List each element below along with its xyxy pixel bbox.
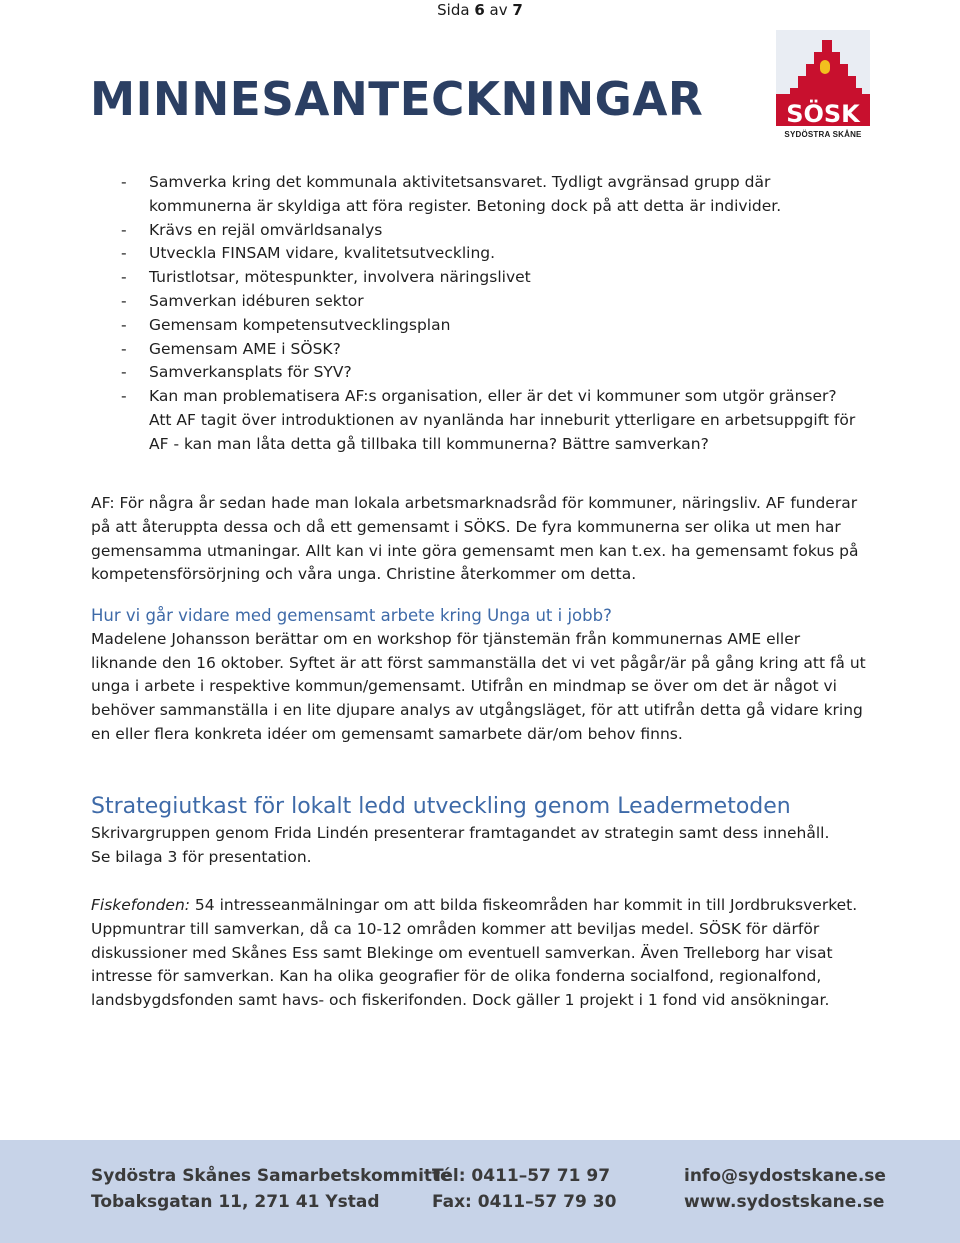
logo-subtitle: SYDÖSTRA SKÅNE [784,130,862,139]
bullet-item: - Gemensam AME i SÖSK? [121,339,341,358]
bullet-item: - Turistlotsar, mötespunkter, involvera näringslivet [121,268,531,287]
page-number [0,0,960,20]
document-title: MINNESANTECKNINGAR [90,72,704,126]
bullet-item: - Samverkansplats för SYV? [121,363,352,382]
footer-address: Tobaksgatan 11, 271 41 Ystad [91,1192,380,1212]
section-leader: Strategiutkast för lokalt ledd utveckling genom Leadermetoden Skrivargruppen genom Frida Lindén presenterar framtagandet av strategin samt dess innehåll. Se bilaga 3 för presentation. [91,792,881,870]
footer-org: Sydöstra Skånes Samarbetskommitté [91,1166,452,1186]
af-paragraph: AF: För några år sedan hade man lokala arbetsmarknadsråd för kommuner, näringsliv. AF funderar på att återuppta dessa och då ett gemensamt i SÖKS. De fyra kommunerna ser olika ut men har gemensamma utmaningar. Allt kan vi inte göra gemensamt men kan t.ex. ha gemensamt fokus på kompetensförsörjning och våra unga. Christine återkommer om detta. [91,494,859,584]
logo-text: SÖSK [786,100,860,128]
bullet-item: - Krävs en rejäl omvärldsanalys [121,220,383,239]
bullet-item: - Gemensam kompetensutvecklingsplan [121,315,451,334]
fiskefonden-paragraph: Fiskefonden: 54 intresseanmälningar om att bilda fiskeområden har kommit in till Jordbruksverket. Uppmuntrar till samverkan, då ca 10-12 områden kommer att beviljas medel. SÖSK för därför diskussioner med Skånes Ess samt Blekinge om eventuell samverkan. Även Trelleborg har visat intresse för samverkan. Kan ha olika geografier för de olika fonderna socialfond, regionalfond, landsbygdsfonden samt havs- och fiskerifonden. Dock gäller 1 projekt i 1 fond vid ansökningar. [91,896,858,1010]
bullet-item: - Utveckla FINSAM vidare, kvalitetsutveckling. [121,244,496,263]
footer-web[interactable]: www.sydostskane.se [684,1192,885,1212]
page-total: 7 [512,1,523,19]
fiskefonden-label: Fiskefonden: [91,896,190,914]
page-prefix: Sida [437,1,470,19]
footer [0,1140,960,1243]
bullet-list [91,171,881,457]
footer-email[interactable]: info@sydostskane.se [684,1166,886,1186]
footer-tel: Tel: 0411–57 71 97 [432,1166,611,1186]
page-middle: av [489,1,508,19]
footer-fax: Fax: 0411–57 79 30 [432,1192,617,1212]
bullet-item: - Samverka kring det kommunala aktivitetsansvaret. Tydligt avgränsad grupp där kommunerna är skyldiga att föra register. Betoning dock på att detta är individer. [121,173,782,215]
window-icon [820,60,830,74]
page-current: 6 [474,1,485,19]
section-heading: Strategiutkast för lokalt ledd utveckling genom Leadermetoden [91,794,791,819]
sosk-logo [776,30,870,142]
bullet-item: - Samverkan idéburen sektor [121,291,364,310]
section-unga: Hur vi går vidare med gemensamt arbete kring Unga ut i jobb? Madelene Johansson berättar om en workshop för tjänstemän från kommunernas AME eller liknande den 16 oktober. Syftet är att först sammanställa det vi vet pågår/är på gång kring att få ut unga i arbete i respektive kommun/gemensamt. Utifrån en mindmap se över om det är något vi behöver sammanställa i en lite djupare analys av utgångsläget, för att utifrån detta gå vidare kring en eller flera konkreta idéer om gemensamt samarbete där/om behov finns. [91,604,881,747]
section-heading: Hur vi går vidare med gemensamt arbete kring Unga ut i jobb? [91,606,612,625]
bullet-item: - Kan man problematisera AF:s organisation, eller är det vi kommuner som utgör gränser? Att AF tagit över introduktionen av nyanlända har inneburit ytterligare en arbetsuppgift för AF - kan man låta detta gå tillbaka till kommunerna? Bättre samverkan? [121,387,856,453]
